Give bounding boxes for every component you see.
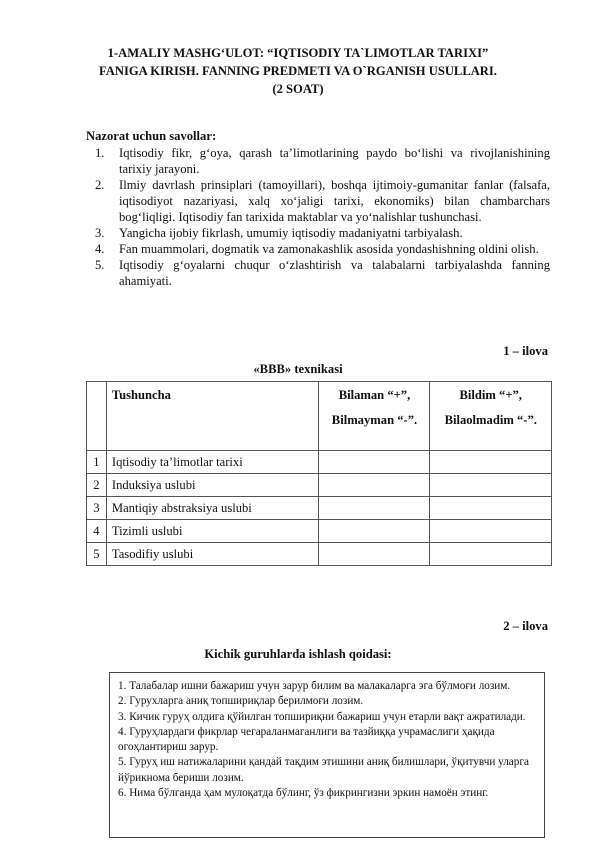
header-number-cell <box>87 382 107 451</box>
question-item <box>95 225 550 241</box>
row-learned-cell[interactable] <box>430 520 552 543</box>
row-learned-cell[interactable] <box>430 543 552 566</box>
row-number: 3 <box>87 497 107 520</box>
questions-heading: Nazorat uchun savollar: <box>86 129 217 143</box>
question-item <box>95 257 550 289</box>
row-know-cell[interactable] <box>319 474 430 497</box>
appendix-2-label: 2 – ilova <box>503 619 548 633</box>
row-number: 5 <box>87 543 107 566</box>
row-term: Tizimli uslubi <box>106 520 319 543</box>
table-header-row <box>87 382 552 451</box>
question-item <box>95 145 550 177</box>
question-item <box>95 241 550 257</box>
header-learned-cell <box>430 382 552 451</box>
rule-item: 6. Нима бўлганда ҳам мулоқатда бўлинг, ўз фикрингизни эркин намоён этинг. <box>118 787 489 800</box>
row-know-cell[interactable] <box>319 520 430 543</box>
header-know-line-1: Bilaman “+”, <box>338 388 411 402</box>
header-learned-line-1: Bildim “+”, <box>459 388 522 402</box>
question-text: Iqtisodiy g‘oyalarni chuqur o‘zlashtirish va talabalarni tarbiyalashda fanning ahamiyati. <box>119 258 550 288</box>
bbb-table-title: «BBB» texnikasi <box>253 362 343 376</box>
question-number: 1. <box>95 146 105 160</box>
bbb-table <box>86 381 552 566</box>
table-row <box>87 451 552 474</box>
rules-box <box>109 672 545 838</box>
row-number: 4 <box>87 520 107 543</box>
row-learned-cell[interactable] <box>430 474 552 497</box>
header-term-cell: Tushuncha <box>106 382 319 451</box>
table-row <box>87 543 552 566</box>
row-term: Induksiya uslubi <box>106 474 319 497</box>
title-line-3: (2 SOAT) <box>272 82 324 96</box>
row-term: Iqtisodiy ta’limotlar tarixi <box>106 451 319 474</box>
rule-item: 5. Гуруҳ иш натижаларини қандай тақдим этишини аниқ билишлари, ўқитувчи уларга йўрикнома бериши лозим. <box>118 756 529 784</box>
question-item <box>95 177 550 225</box>
table-row <box>87 497 552 520</box>
row-know-cell[interactable] <box>319 451 430 474</box>
question-text: Fan muammolari, dogmatik va zamonakashlik asosida yondashishning oldini olish. <box>119 242 539 256</box>
title-line-1: 1-AMALIY MASHG‘ULOT: “IQTISODIY TA`LIMOTLAR TARIXI” <box>107 46 489 60</box>
rule-item: 3. Кичик гуруҳ олдига қўйилган топшириқни бажариш учун етарли вақт ажратилади. <box>118 710 526 723</box>
header-learned-line-2: Bilaolmadim “-”. <box>444 413 537 427</box>
questions-list <box>95 145 550 289</box>
rule-item: 2. Гурухларга аниқ топшириқлар берилмоғи лозим. <box>118 695 364 708</box>
rule-item: 1. Талабалар ишни бажариш учун зарур билим ва малакаларга эга бўлмоғи лозим. <box>118 680 511 692</box>
row-learned-cell[interactable] <box>430 497 552 520</box>
question-text: Yangicha ijobiy fikrlash, umumiy iqtisodiy madaniyatni tarbiyalash. <box>119 226 463 240</box>
row-learned-cell[interactable] <box>430 451 552 474</box>
row-know-cell[interactable] <box>319 497 430 520</box>
rule-item: 4. Гуруҳлардаги фикрлар чегараланмаганлиги ва тазйиққа учрамаслиги ҳақида огоҳлантириш зарур. <box>118 725 495 754</box>
question-number: 4. <box>95 242 105 256</box>
title-line-2: FANIGA KIRISH. FANNING PREDMETI VA O`RGANISH USULLARI. <box>99 64 497 78</box>
question-number: 2. <box>95 178 105 192</box>
table-row <box>87 474 552 497</box>
header-know-cell <box>319 382 430 451</box>
row-term: Mantiqiy abstraksiya uslubi <box>106 497 319 520</box>
rules-title: Kichik guruhlarda ishlash qoidasi: <box>204 647 392 661</box>
row-know-cell[interactable] <box>319 543 430 566</box>
document-title <box>60 44 536 98</box>
table-row <box>87 520 552 543</box>
question-number: 3. <box>95 226 105 240</box>
row-number: 1 <box>87 451 107 474</box>
question-text: Ilmiy davrlash prinsiplari (tamoyillari), boshqa ijtimoiy-gumanitar fanlar (falsafa, iqtisodiyot nazariyasi, xalq xo‘jaligi tarixi, ekonomiks) bilan chambarchars bog‘liqligi. Iqtisodiy fan tarixida maktablar va yo‘nalishlar tushunchasi. <box>119 178 550 224</box>
question-number: 5. <box>95 258 105 272</box>
header-know-line-2: Bilmayman “-”. <box>331 413 418 427</box>
row-term: Tasodifiy uslubi <box>106 543 319 566</box>
row-number: 2 <box>87 474 107 497</box>
question-text: Iqtisodiy fikr, g‘oya, qarash ta’limotlarining paydo bo‘lishi va rivojlanishining tarixiy jarayoni. <box>119 146 550 176</box>
appendix-1-label: 1 – ilova <box>503 344 548 358</box>
